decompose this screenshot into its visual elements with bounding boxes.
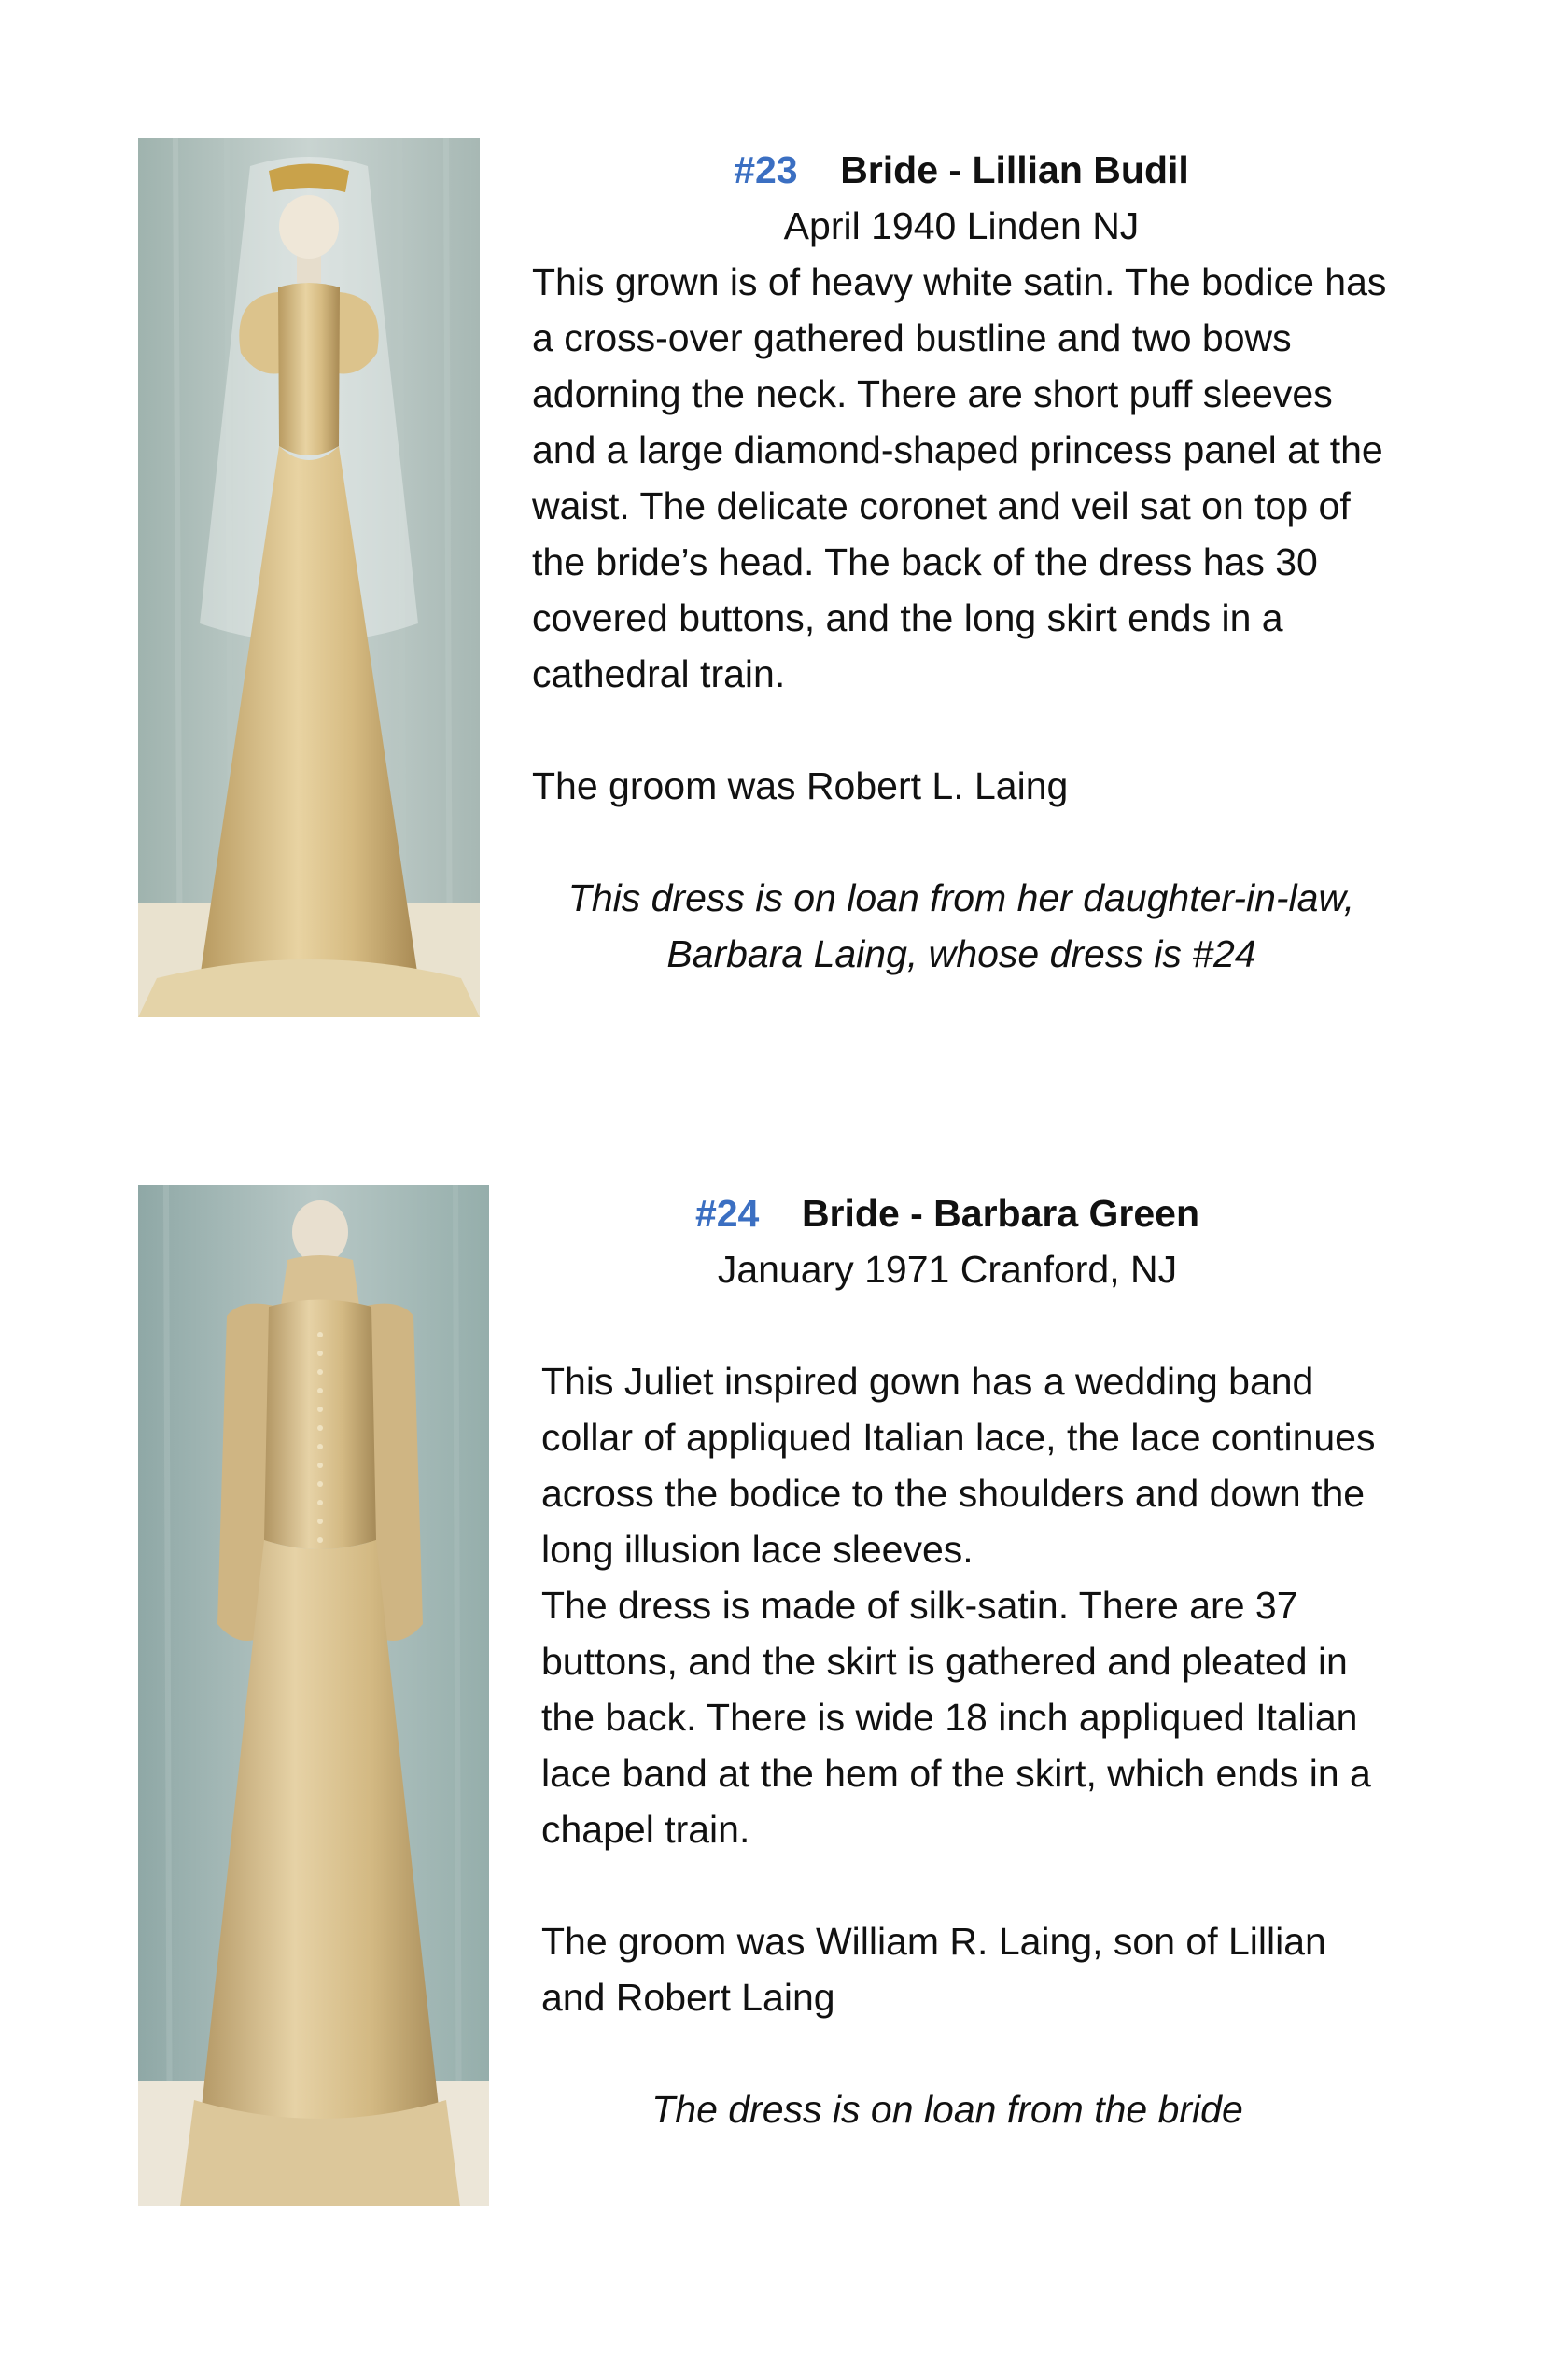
bride-24-heading <box>541 1185 1391 1241</box>
entry-title: Bride - Barbara Green <box>801 1192 1200 1235</box>
spacer <box>532 814 1391 870</box>
entry-loan-note: The dress is on loan from the bride <box>651 2088 1243 2131</box>
bride-24-text <box>541 1185 1391 2137</box>
bride-23-heading <box>532 142 1391 198</box>
entry-description-1: This Juliet inspired gown has a wedding band collar of appliqued Italian lace, the lace continues across the bodice to the shoulders and down the long illusion lace sleeves. <box>541 1360 1376 1571</box>
bride-23-photo <box>138 138 480 1017</box>
entry-title: Bride - Lillian Budil <box>840 148 1189 191</box>
spacer <box>532 702 1391 758</box>
spacer <box>541 2025 1391 2081</box>
entry-description: This grown is of heavy white satin. The bodice has a cross-over gathered bustline and two bows adorning the neck. There are short puff sleeves and a large diamond-shaped princess panel at the waist. The delicate coronet and veil sat on top of the bride’s head. The back of the dress has 30 covered buttons, and the long skirt ends in a cathedral train. <box>532 260 1387 695</box>
entry-date-place: January 1971 Cranford, NJ <box>717 1248 1178 1291</box>
spacer <box>541 1857 1391 1913</box>
wedding-dress-front-icon <box>138 138 480 1017</box>
bride-24-photo <box>138 1185 489 2206</box>
bride-23-text <box>532 142 1391 982</box>
entry-number: #23 <box>734 148 798 191</box>
entry-loan-note: This dress is on loan from her daughter-in-law, Barbara Laing, whose dress is #24 <box>567 876 1355 975</box>
entry-description-2: The dress is made of silk-satin. There are 37 buttons, and the skirt is gathered and pleated in the back. There is wide 18 inch appliqued Italian lace band at the hem of the skirt, which ends in a chapel train. <box>541 1584 1371 1851</box>
entry-groom: The groom was Robert L. Laing <box>532 764 1069 807</box>
entry-number: #24 <box>694 1192 760 1235</box>
wedding-dress-back-icon <box>138 1185 489 2206</box>
entry-date-place: April 1940 Linden NJ <box>783 204 1140 247</box>
spacer <box>541 1297 1391 1353</box>
entry-groom: The groom was William R. Laing, son of Lillian and Robert Laing <box>541 1920 1326 2019</box>
